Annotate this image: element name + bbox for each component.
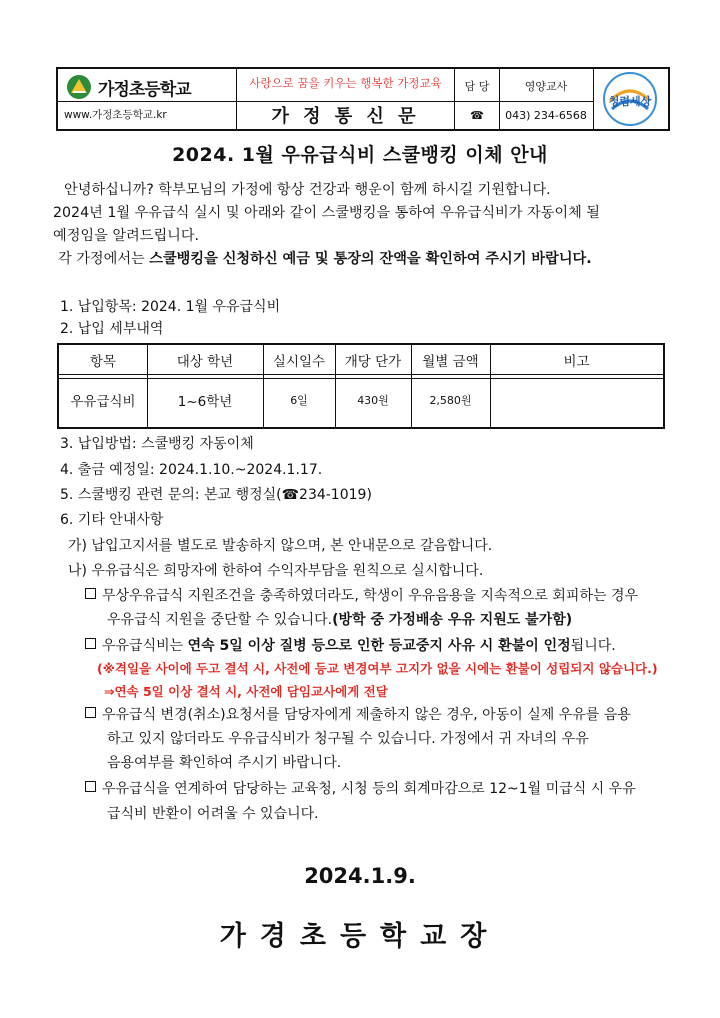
badge-cell [594,69,668,129]
item-6: 6. 기타 안내사항 [60,512,164,528]
table-header: 개당 단가 [344,354,402,370]
checkbox-bullet-icon [85,707,96,718]
bullet-4-line-2: 급식비 반환이 어려울 수 있습니다. [107,806,319,822]
item-1: 1. 납입항목: 2024. 1월 우유급식비 [60,299,281,315]
item-5: 5. 스쿨뱅킹 관련 문의: 본교 행정실(☎234-1019) [60,487,372,503]
table-header: 비고 [563,354,590,370]
intro-line-2: 2024년 1월 우유급식 실시 및 아래와 같이 스쿨뱅킹을 통하여 우유급식비가 자동이체 될 [53,205,601,221]
refund-warning: (※격일을 사이에 두고 결석 시, 사전에 등교 변경여부 고지가 없을 시에는 환불이 성립되지 않습니다.) [97,661,658,676]
phone-icon: ☎ [470,109,484,122]
table-header: 월별 금액 [422,354,479,370]
checkbox-bullet-icon [85,588,96,599]
school-info-cell [58,69,237,129]
bullet-4-text: 우유급식을 연계하여 담당하는 교육청, 시청 등의 회계마감으로 12~1월 미급식 시 우유 [102,781,636,797]
bullet-1-text: 무상우유급식 지원조건을 충족하였더라도, 학생이 우유음용을 지속적으로 회피하는 경우 [102,588,638,604]
intro-line-3: 예정임을 알려드립니다. [53,228,200,244]
contact-cell [455,69,594,129]
table-cell: 1~6학년 [177,394,233,410]
school-logo-icon [66,74,92,100]
school-slogan: 사랑으로 꿈을 키우는 행복한 가정교육 [249,76,442,90]
school-website[interactable]: www.가정초등학교.kr [64,109,167,121]
table-cell: 430원 [357,394,389,407]
issue-date: 2024.1.9. [304,864,416,888]
bullet-2 [85,635,616,655]
bullet-3-line-2: 하고 있지 않더라도 우유급식비가 청구될 수 있습니다. 가정에서 귀 자녀의 우유 [107,731,589,747]
intro-line-4-prefix: 각 가정에서는 [58,251,150,267]
table-header: 항목 [89,354,117,370]
table-header: 실시일수 [272,354,326,370]
integrity-badge-icon [602,71,658,127]
bullet-2-emphasis: 연속 5일 이상 질병 등으로 인한 등교중지 사유 시 환불이 인정 [187,638,571,654]
table-cell: 우유급식비 [70,394,136,410]
item-2: 2. 납입 세부내역 [60,321,164,337]
bullet-3-text: 우유급식 변경(취소)요청서를 담당자에게 제출하지 않은 경우, 아동이 실제 우유를 음용 [102,707,631,723]
checkbox-bullet-icon [85,638,96,649]
item-4: 4. 출금 예정일: 2024.1.10.~2024.1.17. [60,462,323,478]
intro-line-1: 안녕하십니까? 학부모님의 가정에 항상 건강과 행운이 함께 하시길 기원합니다. [64,182,551,198]
intro-line-4 [58,249,592,269]
newsletter-title: 가 정 통 신 문 [271,106,420,127]
payment-detail-table [57,343,665,429]
intro-line-4-emphasis: 스쿨뱅킹을 신청하신 예금 및 통장의 잔액을 확인하여 주시기 바랍니다. [149,251,592,267]
contact-label: 담 당 [464,80,490,93]
refund-instruction: ⇒연속 5일 이상 결석 시, 사전에 담임교사에게 전달 [104,684,388,699]
checkbox-bullet-icon [85,781,96,792]
contact-phone: 043) 234-6568 [505,109,587,122]
title-cell [237,69,455,129]
note-ga: 가) 납입고지서를 별도로 발송하지 않으며, 본 안내문으로 갈음합니다. [68,538,493,554]
bullet-2-suffix: 됩니다. [570,638,616,654]
bullet-1-line-1 [85,585,638,605]
school-name: 가정초등학교 [98,80,191,100]
bullet-3-line-1 [85,704,631,724]
bullet-4-line-1 [85,778,636,798]
bullet-1-emphasis: (방학 중 가정배송 우유 지원도 불가함) [332,612,573,628]
principal-signature: 가경초등학교장 [219,921,501,952]
bullet-3-line-3: 음용여부를 확인하여 주시기 바랍니다. [107,755,342,771]
note-na: 나) 우유급식은 희망자에 한하여 수익자부담을 원칙으로 실시합니다. [68,563,484,579]
table-cell: 6일 [290,394,308,407]
badge-text: 청렴세상 [608,95,652,108]
table-header: 대상 학년 [176,354,234,370]
bullet-1-text-2: 우유급식 지원을 중단할 수 있습니다. [107,612,333,628]
contact-person: 영양교사 [524,80,568,93]
item-3: 3. 납입방법: 스쿨뱅킹 자동이체 [60,436,254,452]
page-title: 2024. 1월 우유급식비 스쿨뱅킹 이체 안내 [172,144,548,166]
table-cell: 2,580원 [429,394,472,407]
bullet-2-prefix: 우유급식비는 [102,638,188,654]
bullet-1-line-2 [107,609,572,629]
newsletter-header [56,67,670,131]
